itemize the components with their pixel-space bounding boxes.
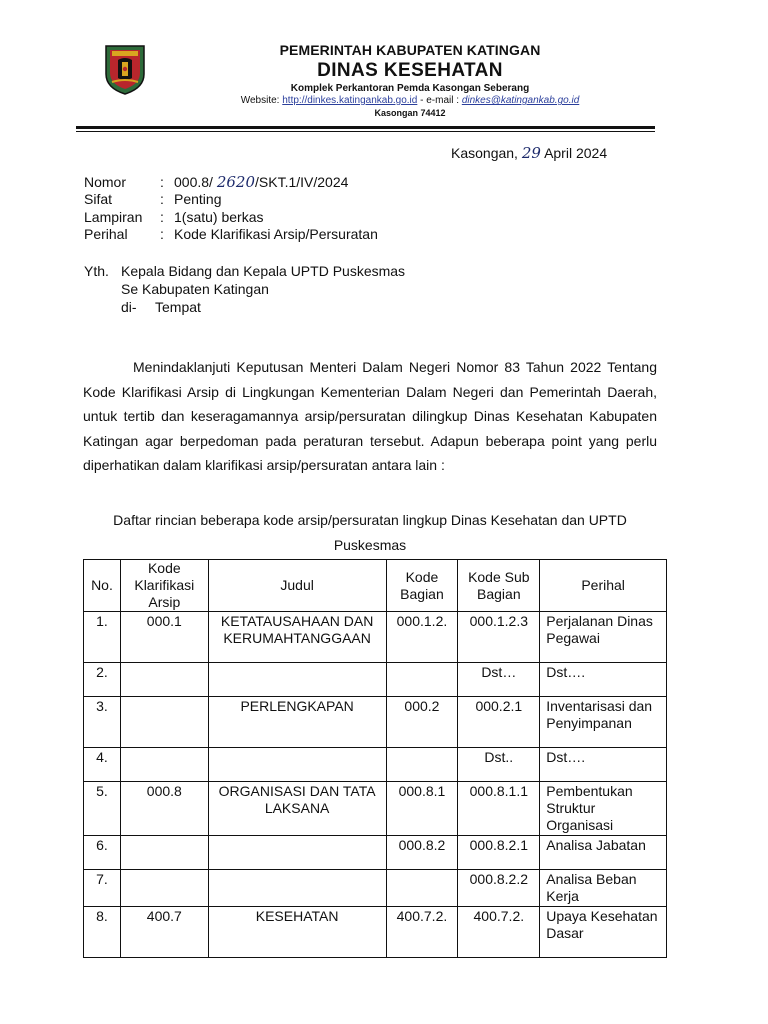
body-text: Menindaklanjuti Keputusan Menteri Dalam Negeri Nomor 83 Tahun 2022 Tentang Kode Klarifikasi Arsip di Lingkungan Kementerian Dalam Negeri dan Pemerintah Daerah, untuk tertib dan keseragamannya arsip/persuratan dilingkup Dinas Kesehatan Kabupaten Katingan agar berpedoman pada peraturan tersebut. Adapun beberapa point yang perlu diperhatikan dalam klarifikasi arsip/persuratan antara lain : [83,359,657,474]
header-kode-bagian [386,560,458,612]
letterhead [200,42,620,119]
cell-no: 4. [84,748,121,782]
cell-judul: PERLENGKAPAN [208,697,386,748]
table-row [84,612,667,663]
cell-kode-bagian: 400.7.2. [386,907,458,958]
cell-kode-bagian [386,748,458,782]
header-text: Bagian [400,585,444,602]
meta-nomor [84,174,378,191]
email-link[interactable]: dinkes@katingankab.go.id [461,95,580,106]
header-text: Arsip [148,594,181,610]
cell-kode-klarifikasi [120,663,208,697]
meta-colon: : [160,225,164,242]
cell-kode-bagian: 000.2 [386,697,458,748]
cell-perihal: Dst…. [540,748,667,782]
date-day-handwritten: 29 [521,144,541,162]
cell-judul [208,748,386,782]
cell-no: 5. [84,782,121,836]
table-row [84,748,667,782]
table-row [84,697,667,748]
header-kode-klarifikasi [120,560,208,612]
website-label: Website: [240,95,280,106]
cell-no: 8. [84,907,121,958]
cell-kode-klarifikasi: 400.7 [120,907,208,958]
header-text: Kode [405,568,439,585]
meta-label: Lampiran [84,208,143,225]
letterhead-divider-thin [76,131,655,132]
letterhead-contact [200,95,620,107]
cell-judul: KESEHATAN [208,907,386,958]
cell-no: 3. [84,697,121,748]
cell-kode-sub-bagian: 000.2.1 [458,697,540,748]
nomor-handwritten: 2620 [216,173,256,191]
header-judul: Judul [208,560,386,612]
cell-judul: ORGANISASI DAN TATA LAKSANA [208,782,386,836]
cell-perihal: Pembentukan Struktur Organisasi [540,782,667,836]
recipient-name: Kepala Bidang dan Kepala UPTD Puskesmas [121,263,406,279]
cell-judul [208,663,386,697]
cell-kode-klarifikasi [120,836,208,870]
letter-date [451,145,607,162]
body-paragraph [83,355,657,478]
cell-perihal: Perjalanan Dinas Pegawai [540,612,667,663]
recipient-scope: Se Kabupaten Katingan [121,281,269,297]
table-row [84,836,667,870]
nomor-prefix: 000.8/ [174,174,213,190]
header-perihal: Perihal [540,560,667,612]
cell-judul: KETATAUSAHAAN DAN KERUMAHTANGGAAN [208,612,386,663]
cell-no: 7. [84,870,121,907]
letterhead-government: PEMERINTAH KABUPATEN KATINGAN [279,42,541,58]
cell-no: 2. [84,663,121,697]
cell-kode-bagian: 000.8.1 [386,782,458,836]
cell-kode-sub-bagian: 000.8.2.2 [458,870,540,907]
cell-perihal: Inventarisasi dan Penyimpanan [540,697,667,748]
header-no: No. [84,560,121,612]
date-place: Kasongan, [451,145,518,161]
cell-kode-klarifikasi [120,748,208,782]
cell-perihal: Analisa Jabatan [540,836,667,870]
recipient-place: Tempat [155,299,201,315]
cell-kode-bagian [386,663,458,697]
meta-label: Nomor [84,174,127,190]
recipient-line-3 [84,299,405,317]
cell-kode-klarifikasi [120,697,208,748]
table-row [84,663,667,697]
di-label: di- [121,299,137,315]
meta-label: Perihal [84,225,128,242]
meta-value: Penting [174,191,222,208]
cell-perihal: Analisa Beban Kerja [540,870,667,907]
header-text: Klarifikasi [134,577,195,593]
cell-kode-sub-bagian: 000.1.2.3 [458,612,540,663]
header-text: Kode [147,560,181,576]
cell-kode-klarifikasi [120,870,208,907]
meta-value: 1(satu) berkas [174,208,264,225]
meta-sifat [84,191,378,208]
header-kode-sub-bagian [458,560,540,612]
meta-colon: : [160,208,164,225]
cell-kode-bagian: 000.8.2 [386,836,458,870]
email-label: - e-mail : [420,95,460,106]
website-link[interactable]: http://dinkes.katingankab.go.id [282,95,418,106]
table-header-row [84,560,667,612]
cell-kode-bagian: 000.1.2. [386,612,458,663]
letterhead-divider-thick [76,126,655,129]
nomor-suffix: /SKT.1/IV/2024 [255,174,349,190]
cell-perihal: Dst…. [540,663,667,697]
meta-value [174,174,348,191]
cell-no: 6. [84,836,121,870]
list-title: Daftar rincian beberapa kode arsip/persuratan lingkup Dinas Kesehatan dan UPTD Puskesmas [113,512,627,553]
cell-kode-sub-bagian: Dst… [458,663,540,697]
table-body [84,612,667,958]
cell-no: 1. [84,612,121,663]
recipient-line-1 [84,263,405,281]
meta-perihal [84,226,378,243]
katingan-regency-emblem-icon [102,42,148,96]
cell-kode-sub-bagian: 000.8.1.1 [458,782,540,836]
table-row [84,907,667,958]
salutation: Yth. [84,263,109,279]
cell-judul [208,870,386,907]
cell-kode-klarifikasi: 000.1 [120,612,208,663]
meta-lampiran [84,209,378,226]
table-row [84,782,667,836]
letterhead-address: Komplek Perkantoran Pemda Kasongan Seberang [290,83,530,94]
classification-table [83,559,667,958]
cell-perihal: Upaya Kesehatan Dasar [540,907,667,958]
letter-meta [84,174,378,243]
meta-label: Sifat [84,191,113,208]
cell-kode-klarifikasi: 000.8 [120,782,208,836]
header-text: Bagian [477,585,521,602]
meta-colon: : [160,174,164,190]
letterhead-city: Kasongan 74412 [374,108,446,118]
cell-kode-sub-bagian: 400.7.2. [458,907,540,958]
letterhead-department: DINAS KESEHATAN [317,60,503,81]
meta-colon: : [160,191,164,208]
recipient-address [84,263,405,317]
cell-judul [208,836,386,870]
cell-kode-bagian [386,870,458,907]
cell-kode-sub-bagian: 000.8.2.1 [458,836,540,870]
date-month-year: April 2024 [544,145,608,161]
cell-kode-sub-bagian: Dst.. [458,748,540,782]
header-text: Kode Sub [468,568,530,585]
meta-value: Kode Klarifikasi Arsip/Persuratan [174,225,378,242]
recipient-line-2 [84,281,405,299]
table-row [84,870,667,907]
